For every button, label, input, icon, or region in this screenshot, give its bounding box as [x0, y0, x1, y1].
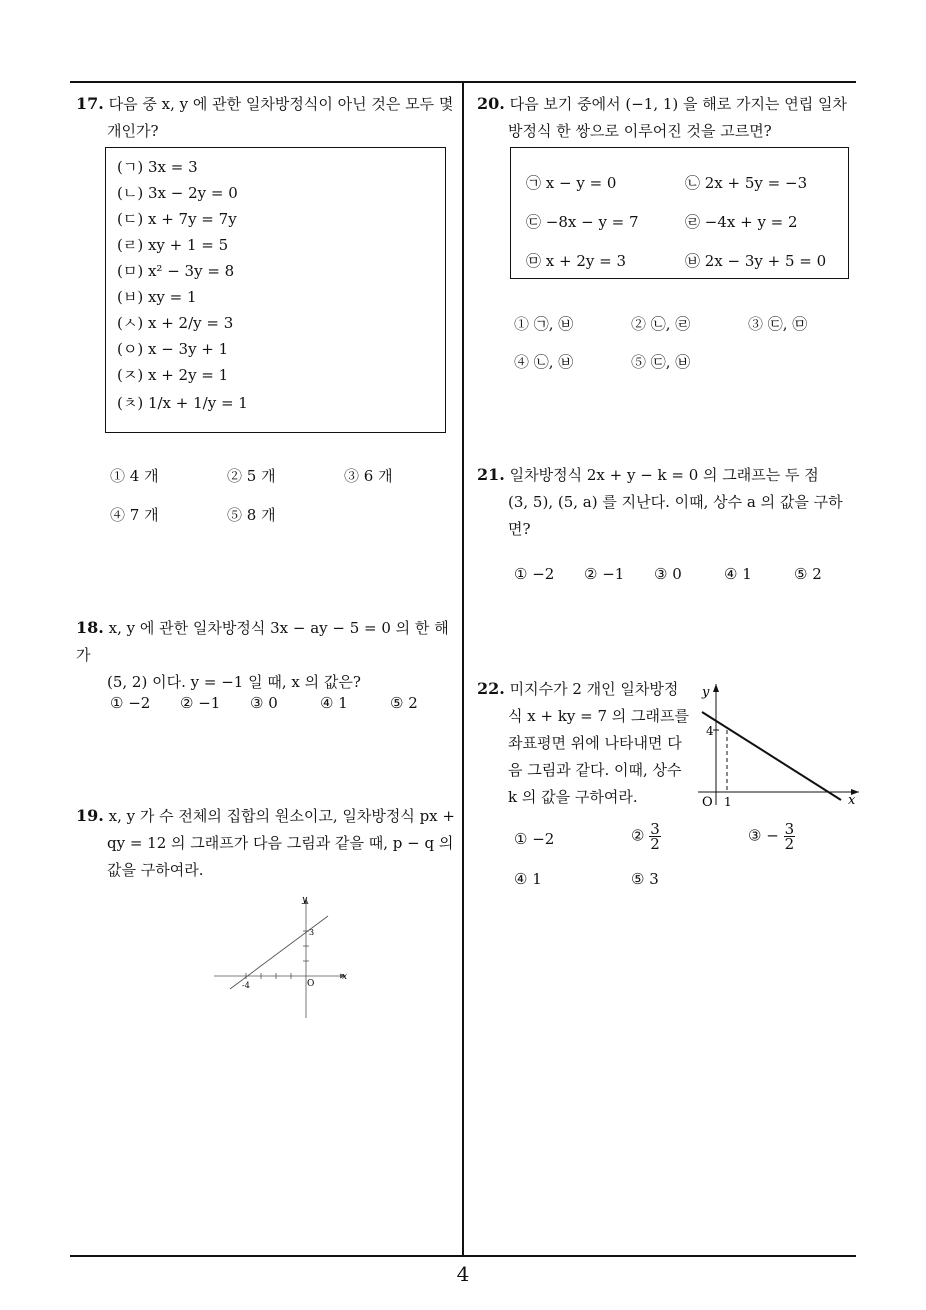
y-intercept-label: 3: [309, 928, 315, 937]
q17-item: (ㅅ) x + 2/y = 3: [117, 314, 234, 332]
question-text-line: 미지수가 2 개인 일차방정: [509, 680, 679, 698]
q21-choice-4[interactable]: ④ 1: [724, 565, 752, 583]
question-text-line: 좌표평면 위에 나타내면 다: [508, 734, 682, 752]
q22-choice-3[interactable]: [748, 822, 795, 851]
q20-choice-3[interactable]: ③ ㉢, ㉤: [748, 315, 808, 333]
q20-choice-4[interactable]: ④ ㉡, ㉥: [514, 353, 574, 371]
x-intercept-label: -4: [242, 981, 250, 990]
column-divider: [462, 81, 464, 1257]
q17-item: (ㄴ) 3x − 2y = 0: [117, 184, 238, 202]
denominator: 2: [650, 835, 660, 853]
q17-item: (ㅈ) x + 2y = 1: [117, 366, 229, 384]
q18-choice-1[interactable]: ① −2: [110, 694, 151, 712]
q17-choice-4[interactable]: ④ 7 개: [110, 506, 159, 524]
question-text-line2: (3, 5), (5, a) 를 지난다. 이때, 상수 a 의 값을 구하: [508, 493, 843, 511]
q17-item: (ㅂ) xy = 1: [117, 288, 197, 306]
question-19: [76, 802, 458, 884]
question-number: 22.: [477, 679, 505, 698]
q21-choice-1[interactable]: ① −2: [514, 565, 555, 583]
question-text-line2: qy = 12 의 그래프가 다음 그림과 같을 때, p − q 의: [107, 834, 454, 852]
fraction: [649, 822, 661, 851]
graph-line: [702, 712, 841, 800]
q21-choice-2[interactable]: ② −1: [584, 565, 625, 583]
question-17: [76, 90, 458, 145]
q17-choice-2[interactable]: ② 5 개: [227, 467, 276, 485]
x-axis-label: x: [342, 972, 348, 982]
origin-label: O: [702, 795, 713, 810]
q20-item: ㉣ −4x + y = 2: [685, 213, 798, 231]
q18-choice-4[interactable]: ④ 1: [320, 694, 348, 712]
q20-item: ㉠ x − y = 0: [526, 174, 617, 192]
q21-choice-3[interactable]: ③ 0: [654, 565, 682, 583]
q20-item: ㉢ −8x − y = 7: [526, 213, 639, 231]
q17-item: (ㄱ) 3x = 3: [117, 158, 198, 176]
q20-item: ㉡ 2x + 5y = −3: [685, 174, 808, 192]
question-number: 19.: [76, 806, 104, 825]
y-tick-label: 4: [706, 724, 714, 738]
x-tick-label: 1: [724, 795, 732, 809]
question-number: 17.: [76, 94, 104, 113]
question-18: [76, 614, 458, 696]
q20-choice-1[interactable]: ① ㉠, ㉥: [514, 315, 574, 333]
question-text-line3: 면?: [508, 520, 531, 538]
numerator: 3: [650, 820, 660, 838]
q20-item: ㉤ x + 2y = 3: [526, 252, 626, 270]
q19-graph: [210, 890, 350, 1020]
q17-choice-1[interactable]: ① 4 개: [110, 467, 159, 485]
question-text-line1: 일차방정식 2x + y − k = 0 의 그래프는 두 점: [509, 466, 819, 484]
q18-choice-2[interactable]: ② −1: [180, 694, 221, 712]
question-text-line: 음 그림과 같다. 이때, 상수: [508, 761, 682, 779]
question-text-line: 식 x + ky = 7 의 그래프를: [508, 707, 690, 725]
q17-choice-5[interactable]: ⑤ 8 개: [227, 506, 276, 524]
q22-choice-2[interactable]: [631, 822, 661, 851]
q22-choice-4[interactable]: ④ 1: [514, 870, 542, 888]
denominator: 2: [784, 835, 795, 853]
question-number: 21.: [477, 465, 505, 484]
y-axis-label: y: [702, 685, 710, 700]
x-axis-label: x: [848, 793, 856, 808]
q17-item: (ㅁ) x² − 3y = 8: [117, 262, 235, 280]
question-text-line2: (5, 2) 이다. y = −1 일 때, x 의 값은?: [107, 673, 361, 691]
q17-item: (ㄷ) x + 7y = 7y: [117, 210, 237, 228]
q22-choice-5[interactable]: ⑤ 3: [631, 870, 659, 888]
question-text-line3: 값을 구하여라.: [107, 861, 204, 879]
page-number: 4: [456, 1262, 470, 1286]
q20-item: ㉥ 2x − 3y + 5 = 0: [685, 252, 827, 270]
question-text-line1: x, y 에 관한 일차방정식 3x − ay − 5 = 0 의 한 해가: [76, 619, 449, 664]
q22-choice-1[interactable]: ① −2: [514, 830, 555, 848]
choice-marker: ②: [631, 826, 645, 845]
q17-item: (ㅇ) x − 3y + 1: [117, 340, 229, 358]
choice-marker: ③ −: [748, 826, 779, 845]
q20-choice-2[interactable]: ② ㉡, ㉣: [631, 315, 691, 333]
question-number: 18.: [76, 618, 104, 637]
question-22: [477, 675, 697, 811]
q17-item: (ㄹ) xy + 1 = 5: [117, 236, 229, 254]
q17-item: (ㅊ) 1/x + 1/y = 1: [117, 394, 248, 412]
q20-choice-5[interactable]: ⑤ ㉢, ㉥: [631, 353, 691, 371]
q18-choice-5[interactable]: ⑤ 2: [390, 694, 418, 712]
question-text-line1: 다음 보기 중에서 (−1, 1) 을 해로 가지는 연립 일차: [509, 95, 847, 113]
q21-choice-5[interactable]: ⑤ 2: [794, 565, 822, 583]
numerator: 3: [784, 820, 795, 838]
q22-graph: [696, 680, 861, 810]
question-text-line2: 방정식 한 쌍으로 이루어진 것을 고르면?: [508, 122, 772, 140]
question-number: 20.: [477, 94, 505, 113]
q17-choice-3[interactable]: ③ 6 개: [344, 467, 393, 485]
question-21: [477, 461, 859, 543]
question-text-line: k 의 값을 구하여라.: [508, 788, 638, 806]
y-axis-arrow: [713, 684, 719, 692]
question-text-line1: 다음 중 x, y 에 관한 일차방정식이 아닌 것은 모두 몇: [108, 95, 454, 113]
question-text-line2: 개인가?: [107, 122, 159, 140]
q18-choice-3[interactable]: ③ 0: [250, 694, 278, 712]
origin-label: O: [307, 979, 315, 989]
bottom-rule: [70, 1255, 856, 1257]
question-20: [477, 90, 859, 145]
fraction: [784, 822, 796, 851]
question-text-line1: x, y 가 수 전체의 집합의 원소이고, 일차방정식 px +: [108, 807, 455, 825]
y-axis-label: y: [302, 895, 308, 905]
